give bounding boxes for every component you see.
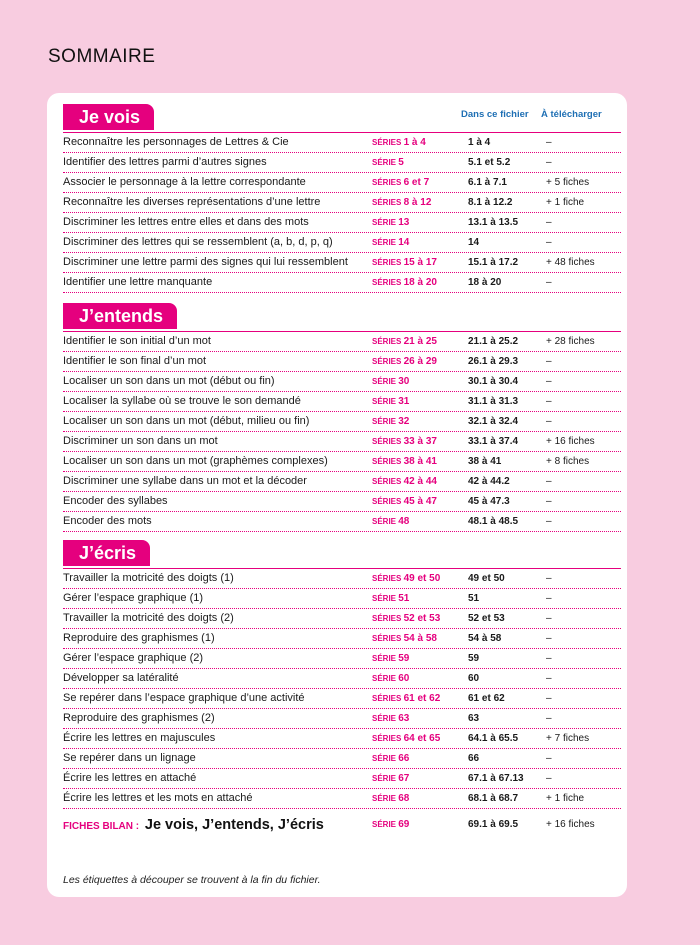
serie-prefix: SÉRIES <box>372 734 402 743</box>
bilan-prefix: FICHES BILAN : <box>63 821 142 832</box>
serie-number: 59 <box>398 653 410 664</box>
serie-prefix: SÉRIE <box>372 158 397 167</box>
row-file: 8.1 à 12.2 <box>468 197 513 208</box>
serie-number: 1 à 4 <box>403 137 426 148</box>
row-label: Discriminer une lettre parmi des signes qui lui ressemblent <box>63 256 348 268</box>
serie-prefix: SÉRIE <box>372 754 397 763</box>
row-label: Reproduire des graphismes (1) <box>63 632 215 644</box>
serie-number: 66 <box>398 753 410 764</box>
page-title: SOMMAIRE <box>48 46 156 67</box>
bilan-label <box>63 815 324 837</box>
row-label: Discriminer un son dans un mot <box>63 435 218 447</box>
row-label: Reproduire des graphismes (2) <box>63 712 215 724</box>
table-row <box>63 173 621 193</box>
serie-number: 15 à 17 <box>403 257 437 268</box>
table-row <box>63 233 621 253</box>
row-serie <box>372 769 409 788</box>
rows <box>63 568 621 809</box>
serie-prefix: SÉRIES <box>372 178 402 187</box>
table-row <box>63 452 621 472</box>
serie-prefix: SÉRIE <box>372 417 397 426</box>
row-label: Écrire les lettres en majuscules <box>63 732 216 744</box>
table-row <box>63 372 621 392</box>
table-row <box>63 789 621 809</box>
table-row <box>63 749 621 769</box>
table-row <box>63 332 621 352</box>
serie-prefix: SÉRIES <box>372 477 402 486</box>
row-download: + 28 fiches <box>546 336 595 347</box>
row-download: – <box>546 277 552 288</box>
row-download: – <box>546 516 552 527</box>
serie-number: 42 à 44 <box>403 476 437 487</box>
row-label: Encoder des syllabes <box>63 495 168 507</box>
serie-number: 69 <box>398 819 410 830</box>
serie-number: 48 <box>398 516 410 527</box>
row-file: 15.1 à 17.2 <box>468 257 519 268</box>
row-serie <box>372 153 404 172</box>
footnote: Les étiquettes à découper se trouvent à la fin du fichier. <box>63 874 321 886</box>
row-label: Écrire les lettres et les mots en attaché <box>63 792 253 804</box>
serie-prefix: SÉRIE <box>372 594 397 603</box>
row-label: Localiser la syllabe où se trouve le son demandé <box>63 395 301 407</box>
serie-number: 67 <box>398 773 410 784</box>
serie-number: 63 <box>398 713 410 724</box>
row-download: + 8 fiches <box>546 456 590 467</box>
table-row <box>63 253 621 273</box>
row-label: Encoder des mots <box>63 515 152 527</box>
serie-number: 6 et 7 <box>403 177 430 188</box>
row-label: Localiser un son dans un mot (début, milieu ou fin) <box>63 415 310 427</box>
row-download: – <box>546 416 552 427</box>
serie-number: 52 et 53 <box>403 613 441 624</box>
table-row <box>63 609 621 629</box>
serie-prefix: SÉRIES <box>372 694 402 703</box>
table-row <box>63 729 621 749</box>
row-label: Identifier une lettre manquante <box>63 276 213 288</box>
serie-number: 30 <box>398 376 410 387</box>
row-file: 48.1 à 48.5 <box>468 516 519 527</box>
row-serie <box>372 789 409 808</box>
row-serie <box>372 352 437 371</box>
row-file: 51 <box>468 593 480 604</box>
row-download: – <box>546 773 552 784</box>
serie-number: 51 <box>398 593 410 604</box>
bilan-file: 69.1 à 69.5 <box>468 819 519 830</box>
row-file: 33.1 à 37.4 <box>468 436 519 447</box>
table-row <box>63 689 621 709</box>
row-file: 42 à 44.2 <box>468 476 510 487</box>
row-serie <box>372 492 437 511</box>
serie-number: 14 <box>398 237 410 248</box>
row-download: – <box>546 573 552 584</box>
row-download: – <box>546 613 552 624</box>
row-label: Discriminer des lettres qui se ressemblent (a, b, d, p, q) <box>63 236 333 248</box>
row-file: 5.1 et 5.2 <box>468 157 511 168</box>
row-download: – <box>546 593 552 604</box>
serie-number: 18 à 20 <box>403 277 437 288</box>
serie-number: 31 <box>398 396 410 407</box>
row-label: Travailler la motricité des doigts (2) <box>63 612 234 624</box>
serie-number: 45 à 47 <box>403 496 437 507</box>
row-file: 59 <box>468 653 480 664</box>
row-serie <box>372 412 409 431</box>
row-label: Localiser un son dans un mot (début ou fin) <box>63 375 275 387</box>
serie-prefix: SÉRIES <box>372 278 402 287</box>
row-label: Associer le personnage à la lettre correspondante <box>63 176 306 188</box>
row-download: – <box>546 633 552 644</box>
row-file: 61 et 62 <box>468 693 505 704</box>
row-download: – <box>546 496 552 507</box>
row-serie <box>372 569 440 588</box>
row-file: 13.1 à 13.5 <box>468 217 519 228</box>
row-serie <box>372 133 426 152</box>
row-file: 6.1 à 7.1 <box>468 177 507 188</box>
bilan-title: Je vois, J’entends, J’écris <box>144 817 324 833</box>
row-file: 60 <box>468 673 480 684</box>
serie-number: 68 <box>398 793 410 804</box>
row-serie <box>372 253 437 272</box>
row-serie <box>372 512 409 531</box>
row-serie <box>372 649 409 668</box>
row-download: – <box>546 713 552 724</box>
table-row <box>63 352 621 372</box>
serie-prefix: SÉRIES <box>372 614 402 623</box>
row-serie <box>372 273 437 292</box>
row-file: 21.1 à 25.2 <box>468 336 519 347</box>
row-file: 38 à 41 <box>468 456 502 467</box>
table-row <box>63 193 621 213</box>
serie-number: 61 et 62 <box>403 693 441 704</box>
row-label: Gérer l’espace graphique (1) <box>63 592 204 604</box>
row-label: Développer sa latéralité <box>63 672 179 684</box>
row-serie <box>372 332 437 351</box>
section-badge: J’écris <box>63 540 150 566</box>
row-file: 18 à 20 <box>468 277 502 288</box>
serie-prefix: SÉRIE <box>372 397 397 406</box>
row-file: 64.1 à 65.5 <box>468 733 519 744</box>
table-row <box>63 153 621 173</box>
table-row <box>63 392 621 412</box>
serie-prefix: SÉRIES <box>372 497 402 506</box>
row-download: – <box>546 476 552 487</box>
serie-prefix: SÉRIES <box>372 437 402 446</box>
serie-number: 13 <box>398 217 410 228</box>
row-download: – <box>546 157 552 168</box>
row-download: + 48 fiches <box>546 257 595 268</box>
row-file: 45 à 47.3 <box>468 496 510 507</box>
serie-prefix: SÉRIE <box>372 820 397 829</box>
row-file: 63 <box>468 713 480 724</box>
serie-number: 32 <box>398 416 410 427</box>
table-row <box>63 432 621 452</box>
row-download: – <box>546 693 552 704</box>
row-download: + 7 fiches <box>546 733 590 744</box>
column-header-in-file: Dans ce fichier <box>461 109 529 120</box>
row-download: – <box>546 653 552 664</box>
row-download: – <box>546 237 552 248</box>
table-row <box>63 412 621 432</box>
row-file: 52 et 53 <box>468 613 505 624</box>
serie-prefix: SÉRIE <box>372 654 397 663</box>
table-row <box>63 709 621 729</box>
serie-number: 5 <box>398 157 404 168</box>
row-serie <box>372 452 437 471</box>
row-serie <box>372 432 437 451</box>
row-serie <box>372 729 440 748</box>
table-row <box>63 512 621 532</box>
serie-prefix: SÉRIE <box>372 674 397 683</box>
row-serie <box>372 669 409 688</box>
row-serie <box>372 193 431 212</box>
table-row <box>63 472 621 492</box>
table-row <box>63 273 621 293</box>
serie-prefix: SÉRIES <box>372 357 402 366</box>
row-download: – <box>546 356 552 367</box>
serie-prefix: SÉRIE <box>372 377 397 386</box>
serie-prefix: SÉRIE <box>372 774 397 783</box>
row-serie <box>372 392 409 411</box>
row-file: 1 à 4 <box>468 137 491 148</box>
row-serie <box>372 629 437 648</box>
bilan-download: + 16 fiches <box>546 819 595 830</box>
serie-prefix: SÉRIES <box>372 574 402 583</box>
row-label: Identifier le son initial d’un mot <box>63 335 211 347</box>
row-label: Gérer l’espace graphique (2) <box>63 652 204 664</box>
table-row <box>63 589 621 609</box>
row-label: Travailler la motricité des doigts (1) <box>63 572 234 584</box>
bilan-row <box>63 815 621 835</box>
rows <box>63 132 621 293</box>
row-file: 32.1 à 32.4 <box>468 416 519 427</box>
row-download: + 1 fiche <box>546 197 585 208</box>
row-label: Reconnaître les personnages de Lettres & Cie <box>63 136 289 148</box>
row-serie <box>372 689 440 708</box>
row-download: – <box>546 137 552 148</box>
row-label: Reconnaître les diverses représentations d’une lettre <box>63 196 321 208</box>
serie-prefix: SÉRIE <box>372 794 397 803</box>
row-download: + 1 fiche <box>546 793 585 804</box>
row-download: – <box>546 376 552 387</box>
row-label: Se repérer dans un lignage <box>63 752 196 764</box>
row-file: 31.1 à 31.3 <box>468 396 519 407</box>
row-download: + 16 fiches <box>546 436 595 447</box>
section-badge: Je vois <box>63 104 154 130</box>
serie-number: 49 et 50 <box>403 573 441 584</box>
serie-prefix: SÉRIES <box>372 634 402 643</box>
serie-number: 38 à 41 <box>403 456 437 467</box>
row-serie <box>372 173 429 192</box>
row-label: Localiser un son dans un mot (graphèmes complexes) <box>63 455 328 467</box>
row-label: Écrire les lettres en attaché <box>63 772 197 784</box>
row-file: 30.1 à 30.4 <box>468 376 519 387</box>
row-label: Identifier le son final d’un mot <box>63 355 207 367</box>
row-serie <box>372 589 409 608</box>
serie-number: 33 à 37 <box>403 436 437 447</box>
table-row <box>63 669 621 689</box>
column-header-download: À télécharger <box>541 109 602 120</box>
serie-prefix: SÉRIES <box>372 457 402 466</box>
row-serie <box>372 472 437 491</box>
rows <box>63 331 621 532</box>
row-download: – <box>546 217 552 228</box>
serie-prefix: SÉRIES <box>372 337 402 346</box>
row-file: 54 à 58 <box>468 633 502 644</box>
row-file: 68.1 à 68.7 <box>468 793 519 804</box>
row-download: + 5 fiches <box>546 177 590 188</box>
row-serie <box>372 609 440 628</box>
row-label: Discriminer une syllabe dans un mot et la décoder <box>63 475 307 487</box>
table-row <box>63 133 621 153</box>
row-file: 26.1 à 29.3 <box>468 356 519 367</box>
row-file: 67.1 à 67.13 <box>468 773 524 784</box>
serie-prefix: SÉRIES <box>372 138 402 147</box>
serie-number: 64 et 65 <box>403 733 441 744</box>
row-label: Discriminer les lettres entre elles et dans des mots <box>63 216 309 228</box>
row-download: – <box>546 753 552 764</box>
table-row <box>63 769 621 789</box>
serie-prefix: SÉRIE <box>372 714 397 723</box>
serie-number: 8 à 12 <box>403 197 432 208</box>
row-serie <box>372 372 409 391</box>
table-row <box>63 569 621 589</box>
row-serie <box>372 709 409 728</box>
section-badge: J’entends <box>63 303 177 329</box>
row-serie <box>372 749 409 768</box>
serie-number: 60 <box>398 673 410 684</box>
row-download: – <box>546 396 552 407</box>
table-row <box>63 492 621 512</box>
row-download: – <box>546 673 552 684</box>
table-row <box>63 649 621 669</box>
row-serie <box>372 213 409 232</box>
serie-prefix: SÉRIES <box>372 258 402 267</box>
row-file: 49 et 50 <box>468 573 505 584</box>
row-label: Se repérer dans l’espace graphique d’une activité <box>63 692 305 704</box>
serie-prefix: SÉRIE <box>372 238 397 247</box>
row-label: Identifier des lettres parmi d’autres signes <box>63 156 267 168</box>
serie-number: 54 à 58 <box>403 633 437 644</box>
row-file: 14 <box>468 237 480 248</box>
serie-prefix: SÉRIE <box>372 517 397 526</box>
bilan-serie <box>372 815 409 835</box>
serie-prefix: SÉRIE <box>372 218 397 227</box>
serie-prefix: SÉRIES <box>372 198 402 207</box>
serie-number: 26 à 29 <box>403 356 437 367</box>
serie-number: 21 à 25 <box>403 336 437 347</box>
table-row <box>63 213 621 233</box>
row-serie <box>372 233 409 252</box>
row-file: 66 <box>468 753 480 764</box>
table-row <box>63 629 621 649</box>
